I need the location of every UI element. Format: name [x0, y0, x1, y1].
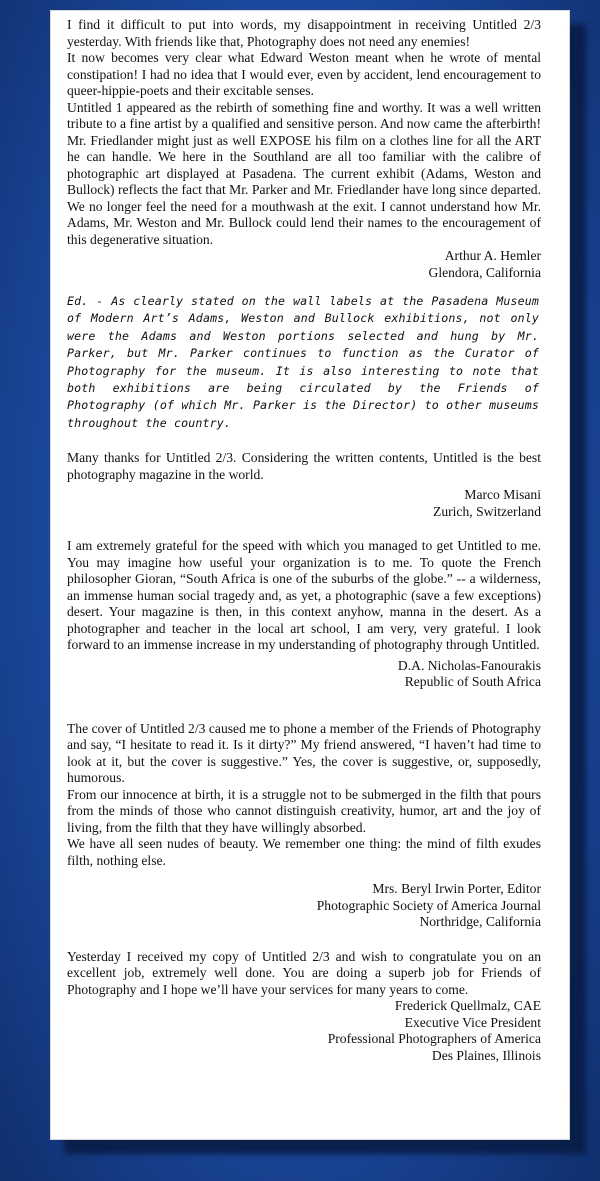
letter-quellmalz: [67, 949, 541, 1065]
signature-block: [67, 658, 541, 691]
signature-location: Northridge, California: [419, 914, 541, 930]
letter-paragraph: Yesterday I received my copy of Untitled 2/3 and wish to congratulate you on an excellent job, extremely well done. You are doing a superb job for Friends of Photography and I hope we’ll have your services for many years to come.: [67, 948, 541, 997]
signature-name: Mrs. Beryl Irwin Porter, Editor: [372, 881, 541, 897]
letter-paragraph: I find it difficult to put into words, my disappointment in receiving Untitled 2/3 yesterday. With friends like that, Photography does not need any enemies!: [67, 17, 541, 49]
signature-name: D.A. Nicholas-Fanourakis: [397, 657, 541, 673]
signature-location: Zurich, Switzerland: [433, 503, 541, 519]
signature-block: [67, 998, 541, 1064]
signature-organization: Professional Photographers of America: [327, 1031, 541, 1047]
signature-organization: Photographic Society of America Journal: [316, 897, 541, 913]
signature-location: Des Plaines, Illinois: [431, 1047, 541, 1063]
letter-paragraph: Untitled 1 appeared as the rebirth of something fine and worthy. It was a well written tribute to a fine artist by a qualified and sensitive person. And now came the afterbirth! Mr. Friedlander might just as well EXPOSE his film on a clothes line for all the ART he can handle. We here in the Southland are all too familiar with the calibre of photographic art displayed at Pasadena. The current exhibit (Adams, Weston and Bullock) reflects the fact that Mr. Parker and Mr. Friedlander have long since departed. We no longer feel the need for a mouthwash at the exit. I cannot understand how Mr. Adams, Mr. Weston and Mr. Bullock could lend their names to the encouragement of this degenerative situation.: [67, 99, 541, 247]
signature-location: Republic of South Africa: [404, 674, 541, 690]
letter-paragraph: It now becomes very clear what Edward Weston meant when he wrote of mental constipation! I had no idea that I would ever, even by accident, lend encouragement to queer-hippie-poets and their excitable senses.: [67, 50, 541, 98]
document-page: [50, 10, 570, 1140]
letter-nicholas-fanourakis: [67, 538, 541, 691]
signature-name: Frederick Quellmalz, CAE: [394, 998, 541, 1014]
signature-name: Arthur A. Hemler: [444, 248, 541, 263]
letter-hemler: [67, 17, 541, 281]
signature-title: Executive Vice President: [404, 1014, 541, 1030]
signature-block: [67, 248, 541, 281]
signature-block: [67, 487, 541, 520]
signature-block: [67, 881, 541, 931]
letter-paragraph: The cover of Untitled 2/3 caused me to phone a member of the Friends of Photography and say, “I hesitate to read it. Is it dirty?” My friend answered, “I haven’t had time to look at it, but the cover is suggestive.” Yes, the cover is suggestive, or, supposedly, humorous.: [67, 720, 541, 786]
letter-porter: [67, 721, 541, 931]
signature-name: Marco Misani: [464, 487, 541, 503]
letter-paragraph: I am extremely grateful for the speed with which you managed to get Untitled to me. You may imagine how useful your organization is to me. To quote the French philosopher Gioran, “South Africa is one of the suburbs of the globe.” -- a wilderness, an immense human social tragedy and, as yet, a photographic (save a few exceptions) desert. Your magazine is then, in this context anyhow, manna in the desert. As a photographer and teacher in the local art school, I am very, very grateful. I look forward to an immense increase in my understanding of photography through Untitled.: [67, 538, 541, 653]
letter-misani: [67, 450, 541, 520]
letter-paragraph: Many thanks for Untitled 2/3. Considering the written contents, Untitled is the best photography magazine in the world.: [67, 450, 541, 482]
signature-location: Glendora, California: [428, 264, 541, 280]
letter-paragraph: From our innocence at birth, it is a struggle not to be submerged in the filth that pours from the minds of those who cannot distinguish creativity, humor, art and the joy of living, from the filth that they have willingly absorbed.: [67, 786, 541, 835]
letter-paragraph: We have all seen nudes of beauty. We remember one thing: the mind of filth exudes filth, nothing else.: [67, 836, 541, 868]
editor-note: Ed. - As clearly stated on the wall labels at the Pasadena Museum of Modern Art’s Adams, Weston and Bullock exhibitions, not only were the Adams and Weston portions selected and hung by Mr. Parker, but Mr. Parker continues to function as the Curator of Photography for the museum. It is also interesting to note that both exhibitions are being circulated by the Friends of Photography (of which Mr. Parker is the Director) to other museums throughout the country.: [67, 294, 539, 430]
